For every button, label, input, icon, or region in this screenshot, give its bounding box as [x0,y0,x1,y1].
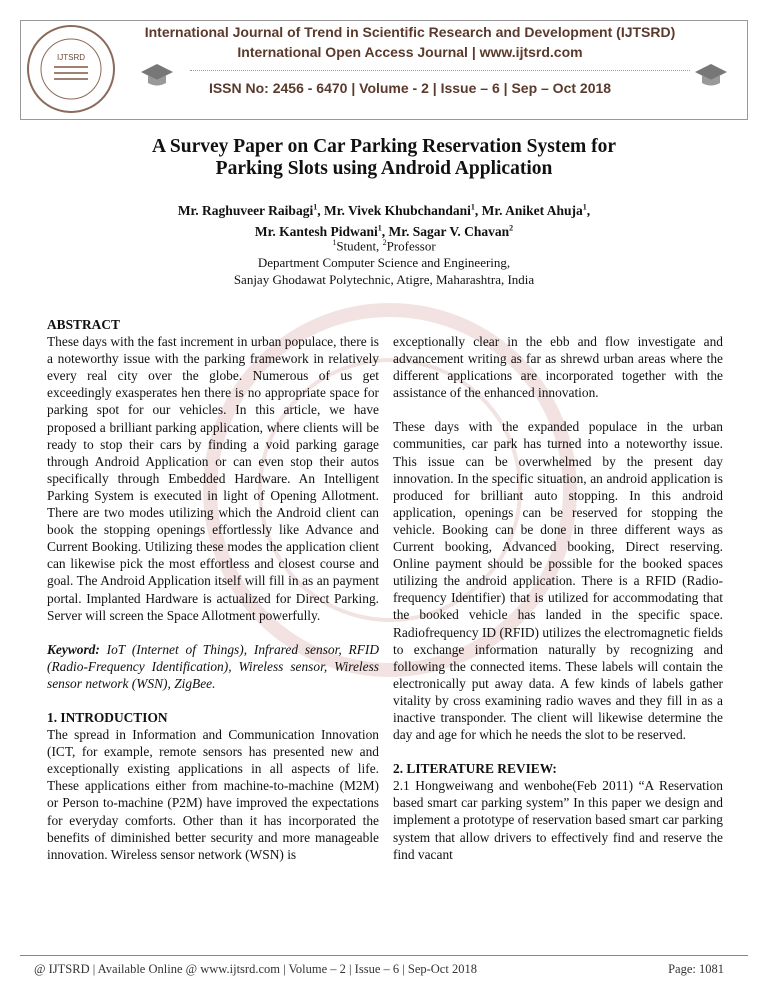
introduction-text: The spread in Information and Communication Innovation (ICT, for example, remote sensors has presented new and exceptionally existing applications in all aspects of life. These applications either from machine-to-machine (M2M) or Person to-machine (P2M) have improved the expectations for everyday comforts. Other than it has incorporated the benefits of diminished better security and more manageable innovation. Wireless sensor network (WSN) is [47,727,379,862]
literature-review-heading: 2. LITERATURE REVIEW: [393,761,557,777]
title-line: A Survey Paper on Car Parking Reservation System for [152,136,616,157]
department: Department Computer Science and Engineering, [257,255,511,271]
abstract-text: These days with the fast increment in urban populace, there is a noteworthy issue with the parking framework in relatively every real city over the globe. Numerous of us get exceedingly exasperates hen there is no appropriate space for parking spot for our vehicles. In this article, we have proposed a brilliant parking application, where clients will be ready to stop their cars by finding a void parking garage through Android Application or can even stop their autos specifically through Embedded Hardware. An Intelligent Parking System is executed in light of Opening Allotment. There are two modes utilizing which the Android client can book the stopping openings effortlessly like Advance and Current Booking. Utilizing these modes the application client can likewise pick the most effortless and closest course and goal. The Android Application itself will fill in as an payment portal. Implanted Hardware is actualized for Direct Parking. Server will screen the Space Allotment powerfully. [47,334,379,623]
footer-info: @ IJTSRD | Available Online @ www.ijtsrd.com | Volume – 2 | Issue – 6 | Sep-Oct 2018 [34,962,477,976]
left-column [47,316,379,880]
paper-title [60,136,708,180]
page-number: Page: 1081 [668,962,724,976]
keywords: Keyword: IoT (Internet of Things), Infrared sensor, RFID (Radio-Frequency Identification), Wireless sensor, Wireless sensor network (WSN), ZigBee. [47,641,379,691]
svg-text:IJTSRD: IJTSRD [57,53,85,62]
journal-subtitle: International Open Access Journal | www.ijtsrd.com [237,44,583,60]
literature-review-text: 2.1 Hongweiwang and wenbohe(Feb 2011) “A Reservation based smart car parking system” In this paper we design and implement a prototype of reservation based smart car parking system that allow drivers to effectively find and reserve the find vacant [393,778,723,862]
header-divider [190,70,690,71]
author: Mr. Vivek Khubchandani$^1$, [323,202,482,218]
page-footer [20,955,748,976]
institute: Sanjay Ghodawat Polytechnic, Atigre, Maharashtra, India [233,272,535,288]
paragraph: These days with the expanded populace in the urban communities, car park has turned into a noteworthy issue. This issue can be overwhelmed by the present day innovation. In the specific situation, an android application is produced for brilliant auto stopping. In this android application, openings can be reserved for stopping the vehicle. Booking can be done in three different ways as Current booking, Advanced booking, Direct reserving. Online payment should be possible for the booked spaces utilizing the android application. There is a RFID (Radio-frequency Identifier) that is utilized for accommodating that the booked vehicle has landed in the specific space. Radiofrequency ID (RFID) utilizes the electromagnetic fields to exchange information naturally by recognizing and following the connected items. These labels will contain the electronically put away data. A few kinds of labels gather vitality by cross examining radio waves and they fill in as a inactive transponder. The client will likewise determine the day and age for which he needs the slot to be reserved. [393,419,723,743]
introduction-heading: 1. INTRODUCTION [47,709,168,725]
author: Mr. Sagar V. Chavan$^2$ [388,223,514,239]
abstract-heading: ABSTRACT [47,317,120,332]
author: Mr. Kantesh Pidwani$^1$, [254,223,389,239]
issn-line: ISSN No: 2456 - 6470 | Volume - 2 | Issue – 6 | Sep – Oct 2018 [208,80,612,96]
journal-name: International Journal of Trend in Scientific Research and Development (IJTSRD) [144,24,676,40]
title-line: Parking Slots using Android Application [215,158,553,179]
author: Mr. Raghuveer Raibagi$^1$, [177,202,324,218]
right-column [393,333,723,880]
author: Mr. Aniket Ahuja$^1$, [481,202,591,218]
paragraph: exceptionally clear in the ebb and flow investigate and advancement writing as far as shrewd urban areas where the different applications are incorporated together with the assistance of the enhanced innovation. [393,334,723,401]
affiliation: $^1$Student, $^2$Professor Department Computer Science and Engineering, Sanjay Ghodawat Polytechnic, Atigre, Maharashtra, India [60,234,708,288]
